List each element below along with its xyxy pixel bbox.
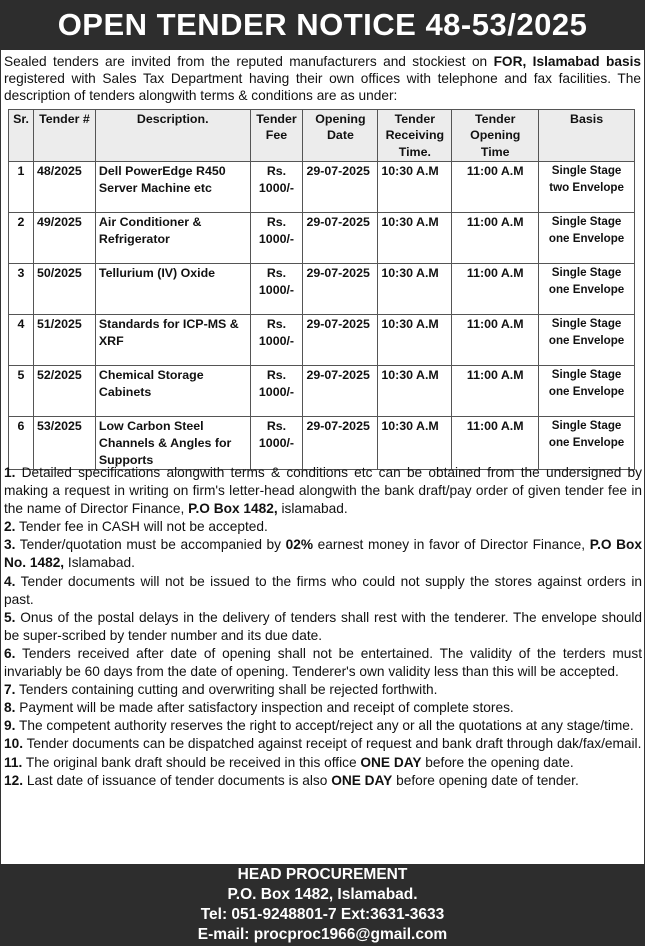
cell-receiving-time: 10:30 A.M	[378, 417, 452, 470]
table-row	[9, 366, 635, 417]
terms-list	[4, 464, 642, 790]
footer-email: E-mail: procproc1966@gmail.com	[197, 926, 448, 943]
term-number: 7.	[4, 682, 16, 698]
term-number: 2.	[4, 519, 16, 535]
term-text: before the opening date.	[421, 754, 574, 770]
cell-sr: 2	[9, 213, 34, 264]
term-text: islamabad.	[277, 501, 348, 517]
cell-description: Chemical Storage Cabinets	[95, 366, 250, 417]
cell-opening-time: 11:00 A.M	[452, 264, 539, 315]
intro-paragraph	[4, 53, 641, 104]
cell-receiving-time: 10:30 A.M	[378, 213, 452, 264]
intro-text-1: Sealed tenders are invited from the reputed manufacturers and stockiest on	[4, 54, 494, 69]
table-row	[9, 264, 635, 315]
cell-description: Standards for ICP-MS & XRF	[95, 315, 250, 366]
cell-sr: 6	[9, 417, 34, 470]
cell-tender-no: 49/2025	[33, 213, 95, 264]
footer-address: P.O. Box 1482, Islamabad.	[227, 886, 418, 903]
cell-sr: 1	[9, 162, 34, 213]
term-text: Tenders received after date of opening shall not be entertained. The validity of the terders must invariably be 60 days from the date of opening. Tenderer's own validity less than this will be accepted.	[4, 645, 642, 680]
cell-tender-no: 50/2025	[33, 264, 95, 315]
cell-sr: 4	[9, 315, 34, 366]
col-header-fee: Tender Fee	[250, 110, 303, 162]
cell-description: Low Carbon Steel Channels & Angles for Supports	[95, 417, 250, 470]
footer-phone: Tel: 051-9248801-7 Ext:3631-3633	[200, 906, 445, 923]
cell-opening-time: 11:00 A.M	[452, 162, 539, 213]
term-number: 3.	[4, 537, 16, 553]
term-text: Last date of issuance of tender documents is also	[23, 772, 332, 788]
cell-basis: Single Stage one Envelope	[539, 315, 635, 366]
notice-title: OPEN TENDER NOTICE 48-53/2025	[0, 0, 645, 50]
table-row	[9, 162, 635, 213]
cell-sr: 5	[9, 366, 34, 417]
cell-basis: Single Stage one Envelope	[539, 366, 635, 417]
col-header-opening-date: Opening Date	[303, 110, 378, 162]
term-4	[4, 573, 642, 609]
term-text: Tender fee in CASH will not be accepted.	[15, 519, 268, 535]
cell-opening-date: 29-07-2025	[303, 264, 378, 315]
col-header-basis: Basis	[539, 110, 635, 162]
cell-opening-time: 11:00 A.M	[452, 366, 539, 417]
term-bold: 02%	[285, 537, 314, 553]
term-8	[4, 699, 642, 717]
term-1	[4, 464, 642, 518]
tender-table	[8, 109, 635, 470]
contact-footer	[0, 864, 645, 946]
term-text: Onus of the postal delays in the delivery of tenders shall rest with the tenderer. The envelope should be super-scribed by tender number and its due date.	[4, 609, 642, 643]
cell-tender-no: 53/2025	[33, 417, 95, 470]
table-row	[9, 417, 635, 470]
cell-sr: 3	[9, 264, 34, 315]
cell-receiving-time: 10:30 A.M	[378, 264, 452, 315]
cell-fee: Rs. 1000/-	[250, 366, 303, 417]
cell-basis: Single Stage one Envelope	[539, 417, 635, 470]
cell-opening-date: 29-07-2025	[303, 417, 378, 470]
term-number: 1.	[4, 465, 16, 480]
term-number: 8.	[4, 700, 16, 716]
cell-opening-time: 11:00 A.M	[452, 417, 539, 470]
cell-opening-date: 29-07-2025	[303, 315, 378, 366]
col-header-opening-time: Tender Opening Time	[452, 110, 539, 162]
cell-fee: Rs. 1000/-	[250, 162, 303, 213]
term-number: 10.	[4, 736, 24, 752]
cell-basis: Single Stage two Envelope	[539, 162, 635, 213]
cell-opening-date: 29-07-2025	[303, 213, 378, 264]
cell-opening-time: 11:00 A.M	[452, 213, 539, 264]
term-number: 4.	[4, 573, 16, 589]
term-text: Detailed specifications alongwith terms & conditions etc can be obtained from the undersigned by making a request in writing on firm's letter-head alongwith the bank draft/pay order of given tender fee in the name of Director Finance,	[4, 465, 642, 517]
table-header-row	[9, 110, 635, 162]
col-header-sr: Sr.	[9, 110, 34, 162]
cell-basis: Single Stage one Envelope	[539, 213, 635, 264]
cell-receiving-time: 10:30 A.M	[378, 162, 452, 213]
term-text: Tender documents will not be issued to the firms who could not supply the stores against orders in past.	[4, 573, 642, 607]
col-header-receiving-time: Tender Receiving Time.	[378, 110, 452, 162]
term-text: Tender documents can be dispatched against receipt of request and bank draft through dak/fax/email.	[23, 736, 642, 752]
cell-tender-no: 48/2025	[33, 162, 95, 213]
term-bold: ONE DAY	[331, 772, 393, 788]
term-5	[4, 609, 642, 645]
term-number: 9.	[4, 718, 16, 734]
footer-office-title: HEAD PROCUREMENT	[237, 866, 408, 883]
term-2	[4, 518, 642, 536]
cell-receiving-time: 10:30 A.M	[378, 315, 452, 366]
table-row	[9, 213, 635, 264]
cell-tender-no: 51/2025	[33, 315, 95, 366]
col-header-description: Description.	[95, 110, 250, 162]
cell-receiving-time: 10:30 A.M	[378, 366, 452, 417]
cell-opening-date: 29-07-2025	[303, 366, 378, 417]
term-6	[4, 645, 642, 681]
intro-text-2: registered with Sales Tax Department having their own offices with telephone and fax facilities. The description of tenders alongwith terms & conditions are as under:	[4, 71, 641, 103]
term-bold: ONE DAY	[360, 754, 422, 770]
term-text: Islamabad.	[64, 555, 135, 571]
term-11	[4, 754, 642, 772]
intro-bold-basis: FOR, Islamabad basis	[493, 54, 641, 69]
cell-opening-date: 29-07-2025	[303, 162, 378, 213]
term-bold: P.O Box No. 1482,	[4, 537, 642, 571]
term-9	[4, 717, 642, 735]
table-row	[9, 315, 635, 366]
cell-fee: Rs. 1000/-	[250, 264, 303, 315]
term-text: Payment will be made after satisfactory inspection and receipt of complete stores.	[15, 700, 514, 716]
term-3	[4, 536, 642, 572]
term-7	[4, 681, 642, 699]
term-text: The competent authority reserves the right to accept/reject any or all the quotations at any stage/time.	[15, 718, 634, 734]
cell-description: Dell PowerEdge R450 Server Machine etc	[95, 162, 250, 213]
col-header-tender-no: Tender #	[33, 110, 95, 162]
term-number: 6.	[4, 645, 16, 661]
cell-description: Tellurium (IV) Oxide	[95, 264, 250, 315]
term-text: The original bank draft should be received in this office	[22, 754, 361, 770]
term-bold: P.O Box 1482,	[188, 501, 278, 517]
cell-fee: Rs. 1000/-	[250, 213, 303, 264]
term-number: 11.	[4, 754, 23, 770]
term-number: 5.	[4, 609, 16, 625]
cell-opening-time: 11:00 A.M	[452, 315, 539, 366]
cell-tender-no: 52/2025	[33, 366, 95, 417]
cell-fee: Rs. 1000/-	[250, 417, 303, 470]
term-10	[4, 735, 642, 753]
cell-basis: Single Stage one Envelope	[539, 264, 635, 315]
cell-fee: Rs. 1000/-	[250, 315, 303, 366]
term-text: Tender/quotation must be accompanied by	[15, 537, 286, 553]
term-text: Tenders containing cutting and overwriting shall be rejected forthwith.	[15, 682, 438, 698]
term-number: 12.	[4, 772, 24, 788]
term-text: before opening date of tender.	[392, 772, 579, 788]
term-text: earnest money in favor of Director Finance,	[313, 537, 590, 553]
term-12	[4, 772, 642, 790]
cell-description: Air Conditioner & Refrigerator	[95, 213, 250, 264]
